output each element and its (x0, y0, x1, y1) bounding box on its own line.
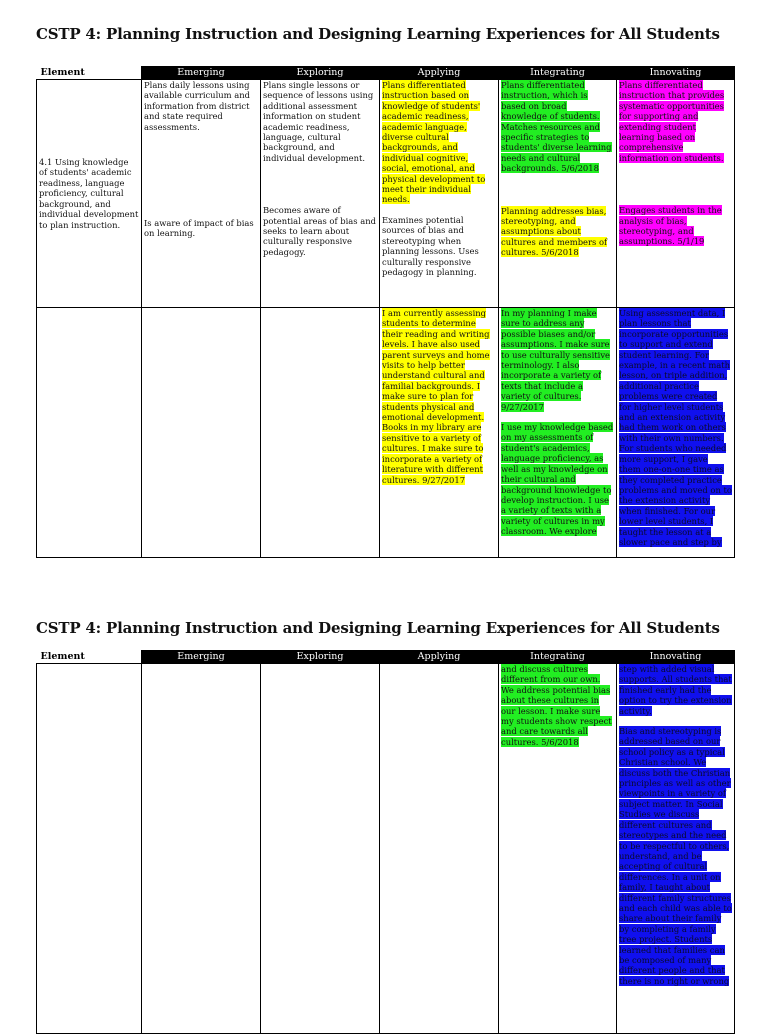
evidence-integrating-text-1: In my planning I make sure to address any possible biases and/or assumptions. I make sure to use culturally sensitive terminology. I also incorporate a variety of texts that include a variety of cultures. 9/27/2017 (501, 308, 611, 412)
evidence-applying-cell (380, 308, 499, 558)
header-emerging: Emerging (142, 67, 261, 80)
integrating-text-1: Plans differentiated instruction, which is based on broad knowledge of students. Matches resources and specific strategies to students' diverse learning needs and cultural backgrounds. 5/6/2018 (501, 80, 612, 174)
applying-text-2: Examines potential sources of bias and stereotyping when planning lessons. Uses culturally responsive pedagogy in planning. (382, 214, 479, 277)
evidence-emerging-cell (142, 308, 261, 558)
header-row-2 (37, 651, 735, 664)
page-title: CSTP 4: Planning Instruction and Designing Learning Experiences for All Students (36, 25, 720, 43)
element-header: Element (37, 67, 142, 80)
header-row (37, 67, 735, 80)
applying-cell (380, 80, 499, 308)
evidence-row-continued (37, 664, 735, 1034)
emerging-text-1: Plans daily lessons using available curriculum and information from district and state required assessments. (144, 80, 251, 132)
evidence-innovating-text-2: step with added visual supports. All students that finished early had the option to try the extension activity. (619, 664, 732, 716)
header-innovating: Innovating (617, 67, 735, 80)
integrating-cell (499, 80, 617, 308)
page-title-2: CSTP 4: Planning Instruction and Designing Learning Experiences for All Students (36, 619, 720, 637)
header-exploring: Exploring (261, 67, 380, 80)
evidence-innovating-cell (617, 308, 735, 558)
evidence-integrating-text-2: I use my knowledge based on my assessments of student's academics, language proficiency, as well as my knowledge on their cultural and background knowledge to develop instruction. I use a variety of texts with a variety of cultures in my classroom. We explore (501, 422, 614, 537)
evidence-integrating-text-3: and discuss cultures different from our own. We address potential bias about these cultures in our lesson. I make sure my students show respect and care towards all cultures. 5/6/2018 (501, 664, 612, 747)
evidence-applying-text: I am currently assessing students to determine their reading and writing levels. I have also used parent surveys and home visits to help better understand cultural and familial backgrounds. I make sure to plan for students physical and emotional development. Books in my library are sensitive to a variety of cultures. I make sure to incorporate a variety of literature with different cultures. 9/27/2017 (382, 308, 490, 485)
evidence-row (37, 308, 735, 558)
innovating-text-2: Engages students in the analysis of bias, stereotyping, and assumptions. 5/1/19 (619, 205, 722, 247)
exploring-cell (261, 80, 380, 308)
element-cell (37, 80, 142, 308)
evidence-element-cell (37, 308, 142, 558)
element-label: 4.1 Using knowledge of students' academic readiness, language proficiency, cultural background, and individual development to plan instruction. (39, 157, 139, 230)
cont-innovating-cell (617, 664, 735, 1034)
exploring-text-1: Plans single lessons or sequence of lessons using additional assessment information on student academic readiness, language, cultural background, and individual development. (263, 80, 374, 163)
cont-exploring-cell (261, 664, 380, 1034)
header-emerging-2: Emerging (142, 651, 261, 664)
header-exploring-2: Exploring (261, 651, 380, 664)
cont-integrating-cell (499, 664, 617, 1034)
cstp-table (36, 66, 735, 558)
element-header-2: Element (37, 651, 142, 664)
emerging-text-2: Is aware of impact of bias on learning. (144, 218, 254, 239)
cont-element-cell (37, 664, 142, 1034)
innovating-text-1: Plans differentiated instruction that provides systematic opportunities for supporting and extending student learning based on comprehensive information on students. (619, 80, 725, 163)
evidence-innovating-text-3: Bias and stereotyping is addressed based on our school policy as a typical Christian school. We discuss both the Christian principles as well as other viewpoints in a variety of subject matter. In Social Studies we discuss different cultures and stereotypes and the need to be respectful to others, understand, and be accepting of cultural differences. In a unit on family, I taught about different family structures and each child was able to share about their family by completing a family tree project. Students learned that families can be composed of many different people and that there is no right or wrong (619, 726, 732, 986)
rubric-row (37, 80, 735, 308)
header-applying-2: Applying (380, 651, 499, 664)
cont-applying-cell (380, 664, 499, 1034)
header-integrating: Integrating (499, 67, 617, 80)
header-integrating-2: Integrating (499, 651, 617, 664)
evidence-innovating-text-1: Using assessment data, I plan lessons that incorporate opportunities to support and extend student learning. For example, in a recent math lesson, on triple addition, additional practice problems were created for higher level students and an extension activity had them work on others with their own numbers. For students who needed more support, I gave them one-on-one time as they completed practice problems and moved on to the extension activity when finished. For our lower level students, I taught the lesson at a slower pace and step by (619, 308, 732, 547)
cstp-table-continued (36, 650, 735, 1034)
innovating-cell (617, 80, 735, 308)
evidence-integrating-cell (499, 308, 617, 558)
evidence-exploring-cell (261, 308, 380, 558)
exploring-text-2: Becomes aware of potential areas of bias and seeks to learn about culturally responsive pedagogy. (263, 205, 376, 257)
emerging-cell (142, 80, 261, 308)
header-applying: Applying (380, 67, 499, 80)
cont-emerging-cell (142, 664, 261, 1034)
applying-text-1: Plans differentiated instruction based on knowledge of students' academic readiness, academic language, diverse cultural backgrounds, and individual cognitive, social, emotional, and physical development to meet their individual needs. (382, 80, 486, 205)
header-innovating-2: Innovating (617, 651, 735, 664)
integrating-text-2: Planning addresses bias, stereotyping, and assumptions about cultures and members of cultures. 5/6/2018 (501, 205, 608, 258)
